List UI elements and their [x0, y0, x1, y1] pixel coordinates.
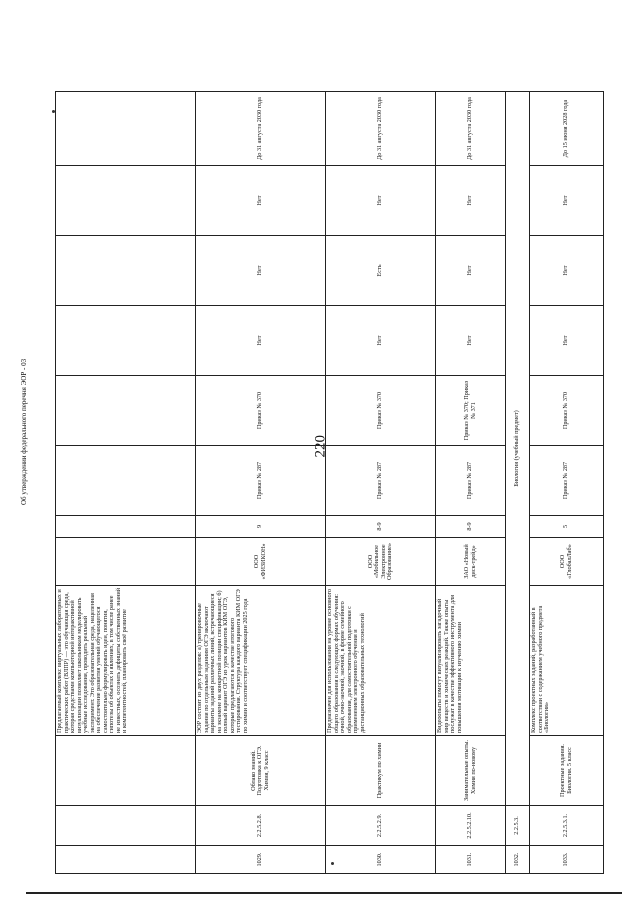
- row-description: Комплекс проектных заданий, разработанный в соответствии с содержанием учебного предмета «Биология»: [530, 586, 604, 736]
- row-order-2: Приказ № 370: [530, 376, 604, 446]
- row-flag-2: Нет: [436, 236, 506, 306]
- row-deadline: До 31 августа 2030 года: [436, 92, 506, 166]
- eor-table: [55, 91, 604, 874]
- table-row: [196, 92, 326, 874]
- row-name: [56, 736, 196, 806]
- eor-table-rotated: [55, 92, 603, 874]
- scan-speck: [331, 862, 334, 865]
- row-flag-3: Нет: [530, 166, 604, 236]
- row-publisher: ООО «Мобильное Электронное Образование»: [326, 538, 436, 586]
- row-grade: 8-9: [436, 516, 506, 538]
- eor-table-frame: [55, 92, 603, 874]
- row-publisher: ЗАО «Новый диск-трейд»: [436, 538, 506, 586]
- row-code: 2.2.5.2.9.: [326, 806, 436, 846]
- row-name: Занимательные опыты. Химия по-новому: [436, 736, 506, 806]
- row-publisher: ООО «ФИЗИКОН»: [196, 538, 326, 586]
- table-row-section: [506, 92, 530, 874]
- scan-speck: [52, 110, 55, 113]
- row-publisher: [56, 538, 196, 586]
- row-deadline: До 15 июня 2028 года: [530, 92, 604, 166]
- row-code: [56, 806, 196, 846]
- row-order-1: Приказ № 287: [326, 446, 436, 516]
- row-num: 1033.: [530, 846, 604, 874]
- row-num: 1030.: [326, 846, 436, 874]
- row-order-2: Приказ № 370: [326, 376, 436, 446]
- row-name: Проектные задания. Биология. 5 класс: [530, 736, 604, 806]
- row-grade: 8-9: [326, 516, 436, 538]
- row-description: ЭОР состоит из двух разделов: а) тренировочные задания по отдельным заданиям ОГЭ включают варианты заданий различных линий, встречающиеся на экзамене на конкретной позиции спецификации; б) полный вариант ОГЭ из урок вариантов КИМ ОГЭ, которые предлагаются в качестве итогового тестирования. Структура каждого варианта КИМ ОГЭ по химии и соответствует спецификации 2025 года: [196, 586, 326, 736]
- row-flag-1: [56, 306, 196, 376]
- row-flag-1: Нет: [326, 306, 436, 376]
- row-code: 2.2.5.2.8.: [196, 806, 326, 846]
- row-order-2: [56, 376, 196, 446]
- scan-edge-line: [26, 892, 622, 894]
- table-row: [530, 92, 604, 874]
- row-code: 2.2.5.3.1.: [530, 806, 604, 846]
- row-order-1: Приказ № 287: [196, 446, 326, 516]
- row-description: Видеоопыты помогут визуализировать загадочный мир веществ и химических реакций. Также опыты послужат в качестве эффективного инструмента для повышения мотивации к изучению химии: [436, 586, 506, 736]
- row-num: 1031.: [436, 846, 506, 874]
- row-order-2: Приказ № 370; Приказ № 371: [436, 376, 506, 446]
- row-flag-1: Нет: [196, 306, 326, 376]
- row-description: Предлагаемый комплекс виртуальных лабораторных и практических работ (ВЛПР) — это обучающая среда, которая средствами компьютерной интерактивной визуализации позволяет школьникам моделировать учебные исследования, проводить реальный эксперимент. Это образовательная среда, нацеленная на обеспечение развития умений обучающегося самостоятельно формулировать идеи, понятия, гипотезы об объектах и явлениях, в том числе ранее не известных, осознать дефициты собственных знаний и компетентностей, планировать своё развитие: [56, 586, 196, 736]
- row-flag-3: Нет: [436, 166, 506, 236]
- table-row: [326, 92, 436, 874]
- row-num: 1029.: [196, 846, 326, 874]
- row-code: 2.2.5.2.10.: [436, 806, 506, 846]
- row-flag-2: Нет: [530, 236, 604, 306]
- row-code: 2.2.5.3.: [506, 806, 530, 846]
- row-flag-2: Есть: [326, 236, 436, 306]
- row-flag-3: [56, 166, 196, 236]
- row-order-1: [56, 446, 196, 516]
- row-description: Предназначен для использования на уровне основного общего образования в следующих формах обучения: очной, очно-заочной, заочной, в форме семейного образования, для самостоятельной подготовки с применением электронного обучения и дистанционных образовательных технологий: [326, 586, 436, 736]
- row-deadline: [56, 92, 196, 166]
- row-grade: [56, 516, 196, 538]
- row-flag-3: Нет: [326, 166, 436, 236]
- row-grade: 5: [530, 516, 604, 538]
- row-order-1: Приказ № 287: [530, 446, 604, 516]
- section-title: Биология (учебный предмет): [506, 92, 530, 806]
- table-row: [436, 92, 506, 874]
- row-name: Облако знаний. Подготовка к ОГЭ. Химия, 9 класс: [196, 736, 326, 806]
- row-grade: 9: [196, 516, 326, 538]
- row-flag-1: Нет: [436, 306, 506, 376]
- row-flag-3: Нет: [196, 166, 326, 236]
- row-num: 1032.: [506, 846, 530, 874]
- row-flag-2: [56, 236, 196, 306]
- row-num: [56, 846, 196, 874]
- row-deadline: До 31 августа 2030 года: [196, 92, 326, 166]
- row-deadline: До 31 августа 2030 года: [326, 92, 436, 166]
- page-number: 220: [312, 435, 329, 458]
- row-publisher: ООО «ГлобалЛаб»: [530, 538, 604, 586]
- row-order-2: Приказ № 370: [196, 376, 326, 446]
- row-flag-2: Нет: [196, 236, 326, 306]
- footer-note: Об утверждении федерального перечня ЭОР - 03: [20, 358, 28, 505]
- row-flag-1: Нет: [530, 306, 604, 376]
- table-row: [56, 92, 196, 874]
- row-name: Практикум по химии: [326, 736, 436, 806]
- row-order-1: Приказ № 287: [436, 446, 506, 516]
